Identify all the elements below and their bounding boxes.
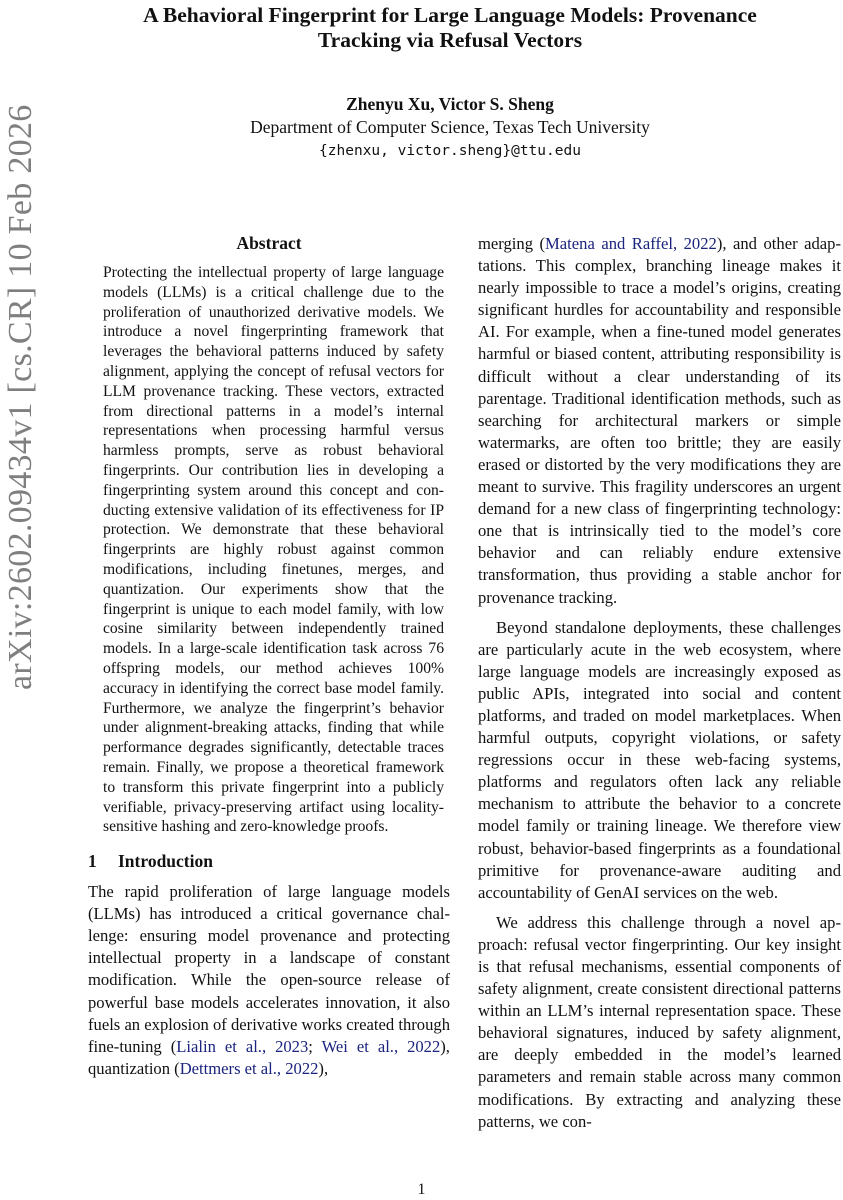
intro-paragraph-2: Beyond standalone deployments, these challenges are particularly acute in the web ecosystem, where large language models are increasingly exposed as public APIs, integrated into social and content platforms, and traded on model marketplaces. When harmful outputs, copyright violations, or safety regressions occur in these web-facing systems, platforms and regulators often lack any reliable mechanism to attribute the behavior to a concrete model family or training lineage. We therefore view robust, behavior-based fingerprints as a foundational primitive for provenance-aware auditing and accountability of GenAI services on the web. [478,617,841,902]
paragraph-text: ; [308,1036,322,1056]
left-column [88,232,450,1080]
title-line-2: Tracking via Refusal Vectors [317,28,583,52]
citation-link-lialin[interactable]: Lialin et al., 2023 [176,1036,309,1056]
paragraph-text: merging ( [478,234,546,253]
section-heading-introduction [88,850,450,872]
citation-link-dettmers[interactable]: Dettmers et al., 2022 [179,1058,319,1078]
author-email: {zhenxu, victor.sheng}@ttu.edu [319,143,581,159]
arxiv-identifier-stamp: arXiv:2602.09434v1 [cs.CR] 10 Feb 2026 [2,104,39,690]
section-number: 1 [88,851,97,872]
title-line-1: A Behavioral Fingerprint for Large Language Models: Provenance [143,3,757,27]
abstract-heading: Abstract [236,233,302,253]
citation-link-wei[interactable]: Wei et al., 2022 [321,1036,441,1056]
abstract-text: Protecting the intellectual property of large language models (LLMs) is a critical challenge due to the proliferation of unauthorized derivative models. We introduce a novel fingerprinting framework that leverages the behavioral patterns induced by safety alignment, applying the concept of refusal vectors for LLM provenance tracking. These vectors, extracted from directional patterns in a model’s internal representations when processing harmful versus harmless prompts, serve as robust behavioral fingerprints. Our contribution lies in developing a fingerprinting system around this concept and conducting extensive validation of its effectiveness for IP protection. We demonstrate that these behavioral fingerprints are highly robust against common modifications, including finetunes, merges, and quantization. Our experiments show that the fingerprint is unique to each model family, with low cosine similarity between independently trained models. In a large-scale identification task across 76 offspring models, our method achieves 100% accuracy in identifying the correct base model family. Furthermore, we analyze the fingerprint’s behavior under alignment-breaking attacks, finding that while performance degrades significantly, detectable traces remain. Finally, we propose a theoretical framework to transform this private fingerprint into a publicly verifiable, privacy-preserving artifact using locality-sensitive hashing and zero-knowledge proofs. [103,264,444,836]
author-block [90,93,810,163]
paragraph-text: ), [318,1058,329,1078]
intro-paragraph-1-continued [478,233,841,609]
page-number: 1 [417,1181,426,1198]
right-column [478,233,841,1133]
paper-title [90,3,810,53]
section-title: Introduction [118,851,213,872]
author-names: Zhenyu Xu, Victor S. Sheng [346,94,554,114]
paragraph-text: The rapid proliferation of large language models (LLMs) has introduced a critical governance challenge: ensuring model provenance and protecting intellectual property in a landscape of constant modification. While the open-source release of powerful base models accelerates innovation, it also fuels an explosion of derivative works created through fine-tuning ( [88,882,450,1056]
intro-paragraph-1 [88,881,450,1080]
intro-paragraph-3: We address this challenge through a novel approach: refusal vector fingerprinting. Our key insight is that refusal mechanisms, essential components of safety alignment, create consistent directional patterns within an LLM’s internal representation space. These behavioral signatures, induced by safety alignment, are deeply embedded in the model’s learned parameters and remain stable across many common modifications. By extracting and analyzing these patterns, we con- [478,912,841,1131]
paragraph-text: ), and other adaptations. This complex, branching lineage makes it nearly impossible to trace a model’s origins, creating significant hurdles for accountability and responsible AI. For example, when a fine-tuned model generates harmful or biased content, attributing responsibility is difficult without a clear understanding of its parentage. Traditional identification methods, such as searching for architectural markers or simple watermarks, are often too brittle; they are easily erased or distorted by the very modifications they are meant to survive. This fragility underscores an urgent demand for a new class of fingerprinting technology: one that is intrinsically tied to the model’s core behavior and can reliably endure extensive transformation, thus providing a stable anchor for provenance tracking. [478,234,841,607]
author-affiliation: Department of Computer Science, Texas Tech University [250,117,650,137]
paragraph-text: ), quantization ( [88,1036,450,1078]
citation-link-matena[interactable]: Matena and Raffel, 2022 [545,234,717,253]
